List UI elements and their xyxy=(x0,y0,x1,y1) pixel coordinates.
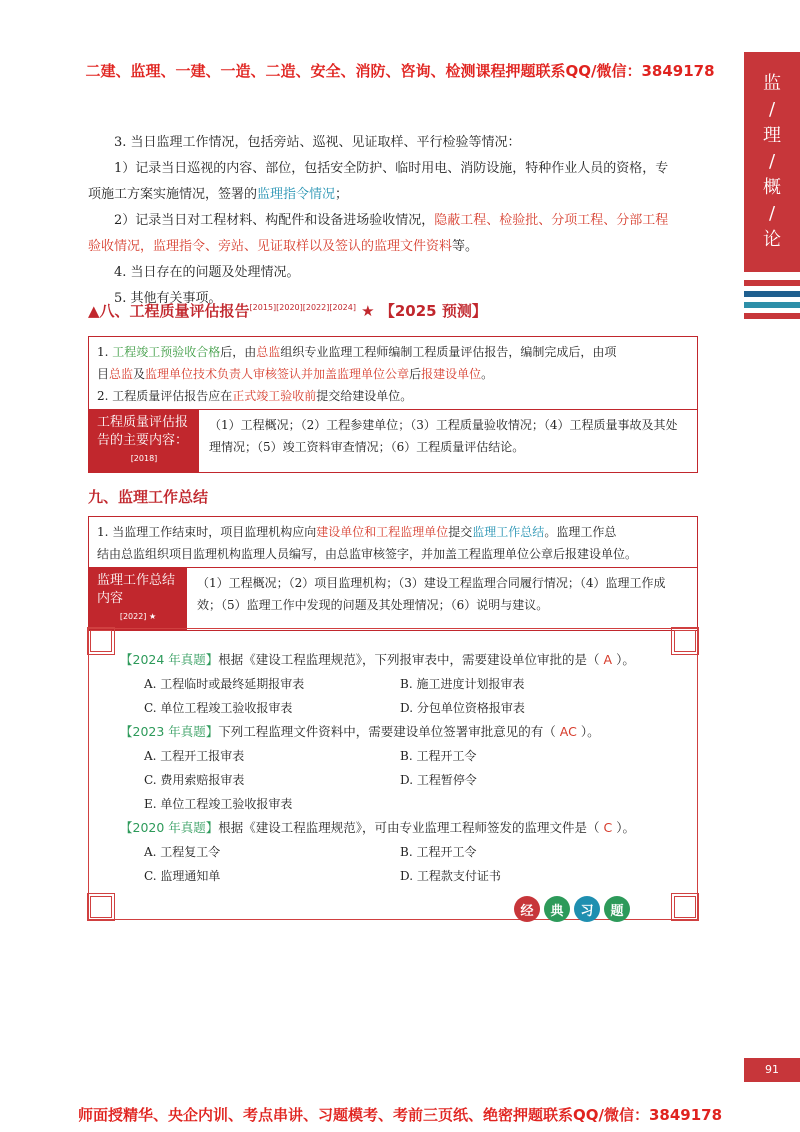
question-stem: 下列工程监理文件资料中，需要建设单位签署审批意见的有（ xyxy=(218,724,556,739)
summary-content-desc: （1）工程概况；（2）项目监理机构；（3）建设工程监理合同履行情况；（4）监理工作成效；（5）监理工作中发现的问题及其处理情况；（6）说明与建议。 xyxy=(197,576,666,612)
stripe xyxy=(744,280,800,286)
question-close: ）。 xyxy=(580,724,600,739)
highlight-text: 监理工作总结 xyxy=(472,525,545,539)
question-tag: 【2023 年真题】 xyxy=(120,724,219,739)
page-number: 91 xyxy=(744,1058,800,1082)
section-3-item-1-cont xyxy=(88,182,698,208)
box-line xyxy=(89,385,697,407)
side-tab-char: 理 xyxy=(763,125,781,146)
frame-corner xyxy=(87,627,115,655)
option: A. 工程开工报审表 xyxy=(144,749,245,763)
heading-text: ▲八、工程质量评估报告 xyxy=(88,302,250,320)
text-run: 目 xyxy=(97,367,110,381)
exam-year: [2018] xyxy=(130,454,158,463)
section-3-item-4: 4. 当日存在的问题及处理情况。 xyxy=(114,265,300,280)
highlight-text: 监理单位技术负责人审核签认并加盖监理单位公章 xyxy=(145,367,410,381)
frame-corner xyxy=(671,627,699,655)
highlight-text: 总监 xyxy=(256,345,281,359)
report-content-desc: （1）工程概况；（2）工程参建单位；（3）工程质量验收情况；（4）工程质量事故及其处理情况；（5）竣工资料审查情况；（6）工程质量评估结论。 xyxy=(209,418,678,454)
section-3-body xyxy=(88,130,698,312)
quality-report-box xyxy=(88,336,698,473)
side-tab-char: 监 xyxy=(763,73,781,94)
text-run: 及 xyxy=(133,367,146,381)
text-run: 1. 当监理工作结束时，项目监理机构应向 xyxy=(97,525,317,539)
question-stem: 根据《建设工程监理规范》，下列报审表中，需要建设单位审批的是（ xyxy=(218,652,600,667)
question-close: ）。 xyxy=(616,820,636,835)
box-line xyxy=(89,363,697,385)
question-answer: A xyxy=(599,652,617,667)
text-run: 等。 xyxy=(452,239,479,254)
exam-year xyxy=(97,608,179,626)
highlight-text: 工程竣工预验收合格 xyxy=(112,345,221,359)
section-3-title: 3. 当日监理工作情况，包括旁站、巡视、见证取样、平行检验等情况： xyxy=(114,135,521,150)
option: B. 施工进度计划报审表 xyxy=(400,677,525,691)
text-run: 。 xyxy=(481,367,494,381)
bottom-banner: 师面授精华、央企内训、考点串讲、习题模考、考前三页纸、绝密押题联系QQ/微信：3849178 xyxy=(77,1106,723,1124)
text-run: 提交给建设单位。 xyxy=(316,389,413,403)
text-run: 2. 工程质量评估报告应在 xyxy=(97,389,233,403)
frame-corner xyxy=(87,893,115,921)
option: A. 工程临时或最终延期报审表 xyxy=(144,677,305,691)
exam-years: [2015][2020][2022][2024] xyxy=(249,303,356,312)
badge-char: 题 xyxy=(604,896,630,922)
text-run: ； xyxy=(335,187,349,202)
label-text: 工程质量评估报告的主要内容： xyxy=(97,415,189,448)
question-tag: 【2024 年真题】 xyxy=(120,652,219,667)
option: C. 费用索赔报审表 xyxy=(144,773,245,787)
question-2024 xyxy=(120,648,635,672)
text-run: 后，由 xyxy=(220,345,257,359)
side-tab-char: / xyxy=(768,151,776,172)
highlight-text: 正式竣工验收前 xyxy=(232,389,317,403)
section-3-item-1 xyxy=(88,156,698,182)
badge-char: 典 xyxy=(544,896,570,922)
section-3-item-5: 5. 其他有关事项。 xyxy=(114,291,222,306)
year-text: [2022] xyxy=(119,612,147,621)
text-run: 项施工方案实施情况，签署的 xyxy=(88,187,258,202)
section-3-item-2-cont xyxy=(88,234,698,260)
text-run: 提交 xyxy=(448,525,473,539)
question-answer: C xyxy=(599,820,617,835)
question-2023 xyxy=(120,720,600,744)
text-run: 组织专业监理工程师编制工程质量评估报告，编制完成后，由项 xyxy=(280,345,617,359)
top-banner: 二建、监理、一建、一造、二造、安全、消防、咨询、检测课程押题联系QQ/微信：3849178 xyxy=(85,62,715,80)
question-2020 xyxy=(120,816,635,840)
report-content-row xyxy=(89,409,697,472)
option: D. 分包单位资格报审表 xyxy=(400,701,525,715)
chapter-side-tab xyxy=(744,52,800,272)
highlight-text: 总监 xyxy=(109,367,134,381)
option: C. 单位工程竣工验收报审表 xyxy=(144,701,293,715)
badge-char: 习 xyxy=(574,896,600,922)
side-tab-char: 论 xyxy=(763,229,781,250)
badge-char: 经 xyxy=(514,896,540,922)
text-run: 1）记录当日巡视的内容、部位，包括安全防护、临时用电、消防设施，特种作业人员的资格，专 xyxy=(114,161,669,176)
question-stem: 根据《建设工程监理规范》，可由专业监理工程师签发的监理文件是（ xyxy=(218,820,600,835)
work-summary-box xyxy=(88,516,698,631)
side-tab-char: / xyxy=(768,203,776,224)
box-line xyxy=(89,521,697,543)
option: D. 工程暂停令 xyxy=(400,773,477,787)
box-line xyxy=(89,341,697,363)
question-close: ）。 xyxy=(616,652,635,667)
text-run: 1. xyxy=(97,345,113,359)
option: D. 工程款支付证书 xyxy=(400,869,501,883)
highlight-text: 报建设单位 xyxy=(421,367,482,381)
prediction-tag: 【2025 预测】 xyxy=(379,302,487,320)
star-icon: ★ xyxy=(148,612,157,621)
star-icon: ★ xyxy=(355,302,380,320)
text-run: 2）记录当日对工程材料、构配件和设备进场验收情况， xyxy=(114,213,435,228)
side-tab-char: 概 xyxy=(763,177,781,198)
text-run: 。监理工作总 xyxy=(544,525,617,539)
option: C. 监理通知单 xyxy=(144,869,221,883)
summary-content-row xyxy=(89,567,697,630)
section-9-heading: 九、监理工作总结 xyxy=(88,488,209,506)
frame-corner xyxy=(671,893,699,921)
highlight-text: 建设单位和工程监理单位 xyxy=(316,525,449,539)
option: B. 工程开工令 xyxy=(400,845,477,859)
text-run: 后 xyxy=(409,367,422,381)
highlight-text: 隐蔽工程、检验批、分项工程、分部工程 xyxy=(434,213,669,228)
classic-exercises-badge xyxy=(514,896,630,922)
stripe xyxy=(744,291,800,297)
option: A. 工程复工令 xyxy=(144,845,221,859)
highlight-text: 监理指令情况 xyxy=(257,187,336,202)
box-line: 结由总监组织项目监理机构监理人员编写，由总监审核签字，并加盖工程监理单位公章后报建设单位。 xyxy=(97,547,638,561)
stripe xyxy=(744,302,800,308)
option: B. 工程开工令 xyxy=(400,749,477,763)
stripe xyxy=(744,313,800,319)
section-8-heading xyxy=(88,300,487,321)
question-tag: 【2020 年真题】 xyxy=(120,820,219,835)
label-text: 监理工作总结内容 xyxy=(97,573,176,606)
side-tab-char: / xyxy=(768,99,776,120)
decorative-stripes xyxy=(744,280,800,324)
option: E. 单位工程竣工验收报审表 xyxy=(144,797,293,811)
summary-content-label xyxy=(89,568,187,630)
section-3-item-2 xyxy=(88,208,698,234)
question-answer: AC xyxy=(555,724,581,739)
highlight-text: 验收情况，监理指令、旁站、见证取样以及签认的监理文件资料 xyxy=(88,239,453,254)
report-content-label xyxy=(89,410,199,472)
